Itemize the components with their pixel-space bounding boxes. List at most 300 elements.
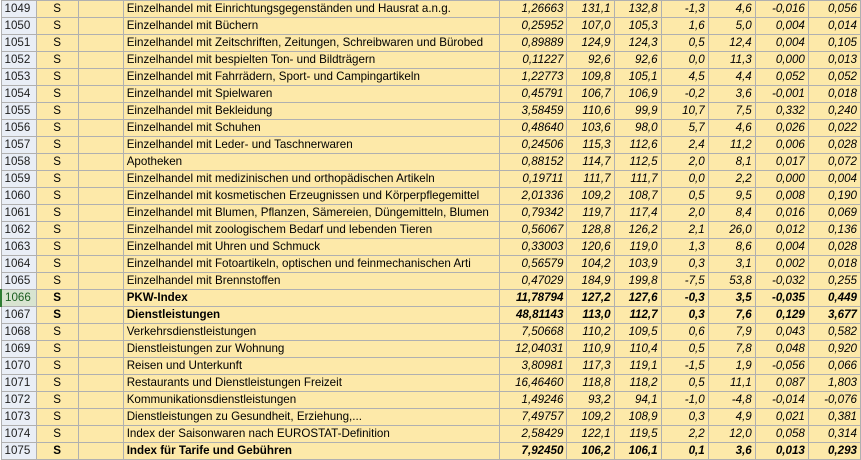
cell-value-v2[interactable]: 117,3 [567,358,614,375]
cell-value-v1[interactable]: 0,56067 [500,222,567,239]
cell-value-v3[interactable]: 126,2 [614,222,661,239]
cell-value-v3[interactable]: 105,3 [614,18,661,35]
cell-value-v3[interactable]: 108,7 [614,188,661,205]
cell-value-v4[interactable]: 0,5 [661,341,708,358]
cell-value-v2[interactable]: 107,0 [567,18,614,35]
cell-status[interactable]: S [36,341,78,358]
cell-label[interactable]: Dienstleistungen [123,307,500,324]
cell-empty[interactable] [78,375,123,392]
cell-value-v1[interactable]: 0,47029 [500,273,567,290]
cell-value-v3[interactable]: 94,1 [614,392,661,409]
cell-value-v7[interactable]: 0,052 [808,69,860,86]
cell-value-v5[interactable]: 2,2 [708,171,755,188]
cell-value-v6[interactable]: 0,332 [755,103,808,120]
row-header[interactable]: 1058 [1,154,36,171]
cell-value-v5[interactable]: 4,6 [708,1,755,18]
cell-value-v1[interactable]: 7,50668 [500,324,567,341]
cell-value-v3[interactable]: 199,8 [614,273,661,290]
cell-value-v4[interactable]: 0,5 [661,375,708,392]
cell-value-v5[interactable]: -4,8 [708,392,755,409]
cell-value-v1[interactable]: 1,26663 [500,1,567,18]
cell-value-v7[interactable]: 0,190 [808,188,860,205]
cell-value-v6[interactable]: 0,008 [755,188,808,205]
cell-value-v2[interactable]: 113,0 [567,307,614,324]
cell-value-v7[interactable]: 0,105 [808,35,860,52]
cell-value-v4[interactable]: 2,0 [661,154,708,171]
cell-value-v5[interactable]: 8,1 [708,154,755,171]
cell-value-v2[interactable]: 106,7 [567,86,614,103]
cell-status[interactable]: S [36,375,78,392]
cell-label[interactable]: Apotheken [123,154,500,171]
cell-value-v6[interactable]: 0,052 [755,69,808,86]
cell-value-v4[interactable]: -7,5 [661,273,708,290]
row-header[interactable]: 1060 [1,188,36,205]
cell-empty[interactable] [78,69,123,86]
cell-value-v3[interactable]: 127,6 [614,290,661,307]
cell-value-v5[interactable]: 3,6 [708,443,755,460]
cell-value-v5[interactable]: 4,6 [708,120,755,137]
cell-label[interactable]: Einzelhandel mit bespielten Ton- und Bildträgern [123,52,500,69]
cell-value-v3[interactable]: 117,4 [614,205,661,222]
cell-value-v5[interactable]: 11,2 [708,137,755,154]
cell-empty[interactable] [78,35,123,52]
cell-value-v4[interactable]: 0,0 [661,171,708,188]
cell-empty[interactable] [78,52,123,69]
cell-value-v2[interactable]: 114,7 [567,154,614,171]
row-header[interactable]: 1074 [1,426,36,443]
cell-status[interactable]: S [36,426,78,443]
cell-value-v3[interactable]: 112,6 [614,137,661,154]
cell-empty[interactable] [78,341,123,358]
cell-value-v2[interactable]: 106,2 [567,443,614,460]
cell-value-v4[interactable]: 0,1 [661,443,708,460]
cell-value-v3[interactable]: 119,1 [614,358,661,375]
cell-value-v5[interactable]: 26,0 [708,222,755,239]
cell-status[interactable]: S [36,52,78,69]
cell-value-v1[interactable]: 0,89889 [500,35,567,52]
row-header[interactable]: 1073 [1,409,36,426]
cell-value-v1[interactable]: 0,24506 [500,137,567,154]
cell-label[interactable]: Einzelhandel mit zoologischem Bedarf und lebenden Tieren [123,222,500,239]
cell-status[interactable]: S [36,18,78,35]
cell-value-v2[interactable]: 122,1 [567,426,614,443]
cell-value-v3[interactable]: 108,9 [614,409,661,426]
cell-value-v2[interactable]: 109,2 [567,188,614,205]
cell-empty[interactable] [78,103,123,120]
cell-status[interactable]: S [36,1,78,18]
row-header[interactable]: 1057 [1,137,36,154]
cell-value-v6[interactable]: 0,058 [755,426,808,443]
cell-label[interactable]: PKW-Index [123,290,500,307]
cell-value-v2[interactable]: 93,2 [567,392,614,409]
cell-empty[interactable] [78,137,123,154]
cell-label[interactable]: Index für Tarife und Gebühren [123,443,500,460]
cell-value-v4[interactable]: 2,4 [661,137,708,154]
cell-label[interactable]: Einzelhandel mit Zeitschriften, Zeitungen, Schreibwaren und Bürobed [123,35,500,52]
cell-value-v3[interactable]: 92,6 [614,52,661,69]
cell-status[interactable]: S [36,307,78,324]
cell-status[interactable]: S [36,239,78,256]
cell-value-v3[interactable]: 111,7 [614,171,661,188]
cell-value-v1[interactable]: 0,79342 [500,205,567,222]
cell-value-v4[interactable]: 4,5 [661,69,708,86]
cell-value-v2[interactable]: 109,8 [567,69,614,86]
row-header[interactable]: 1056 [1,120,36,137]
cell-empty[interactable] [78,273,123,290]
cell-value-v7[interactable]: 0,018 [808,86,860,103]
cell-value-v6[interactable]: 0,043 [755,324,808,341]
cell-label[interactable]: Einzelhandel mit Fotoartikeln, optischen und feinmechanischen Arti [123,256,500,273]
cell-value-v6[interactable]: 0,000 [755,52,808,69]
cell-label[interactable]: Einzelhandel mit Fahrrädern, Sport- und Campingartikeln [123,69,500,86]
cell-label[interactable]: Dienstleistungen zur Wohnung [123,341,500,358]
cell-value-v4[interactable]: -1,5 [661,358,708,375]
table-row [1,52,861,69]
cell-value-v6[interactable]: -0,056 [755,358,808,375]
cell-value-v1[interactable]: 7,92450 [500,443,567,460]
cell-value-v4[interactable]: -1,3 [661,1,708,18]
row-header[interactable]: 1067 [1,307,36,324]
row-header[interactable]: 1070 [1,358,36,375]
cell-value-v5[interactable]: 3,5 [708,290,755,307]
cell-label[interactable]: Index der Saisonwaren nach EUROSTAT-Definition [123,426,500,443]
cell-empty[interactable] [78,120,123,137]
cell-status[interactable]: S [36,256,78,273]
cell-value-v1[interactable]: 2,01336 [500,188,567,205]
cell-value-v1[interactable]: 11,78794 [500,290,567,307]
row-header[interactable]: 1055 [1,103,36,120]
table-row [1,290,861,307]
cell-value-v5[interactable]: 4,9 [708,409,755,426]
cell-empty[interactable] [78,443,123,460]
cell-value-v5[interactable]: 7,8 [708,341,755,358]
cell-value-v5[interactable]: 12,4 [708,35,755,52]
cell-empty[interactable] [78,1,123,18]
cell-value-v4[interactable]: 2,1 [661,222,708,239]
cell-value-v2[interactable]: 124,9 [567,35,614,52]
cell-value-v5[interactable]: 7,9 [708,324,755,341]
cell-value-v1[interactable]: 0,19711 [500,171,567,188]
cell-value-v3[interactable]: 98,0 [614,120,661,137]
cell-empty[interactable] [78,358,123,375]
cell-status[interactable]: S [36,103,78,120]
cell-label[interactable]: Einzelhandel mit Uhren und Schmuck [123,239,500,256]
cell-value-v4[interactable]: 0,6 [661,324,708,341]
cell-status[interactable]: S [36,273,78,290]
cell-value-v2[interactable]: 111,7 [567,171,614,188]
cell-value-v2[interactable]: 127,2 [567,290,614,307]
row-header[interactable]: 1053 [1,69,36,86]
cell-empty[interactable] [78,426,123,443]
cell-label[interactable]: Verkehrsdienstleistungen [123,324,500,341]
cell-value-v6[interactable]: 0,017 [755,154,808,171]
cell-value-v1[interactable]: 3,80981 [500,358,567,375]
cell-value-v7[interactable]: 0,293 [808,443,860,460]
row-header[interactable]: 1062 [1,222,36,239]
cell-value-v5[interactable]: 7,6 [708,307,755,324]
cell-empty[interactable] [78,18,123,35]
cell-value-v4[interactable]: 0,5 [661,35,708,52]
cell-empty[interactable] [78,307,123,324]
cell-value-v6[interactable]: 0,087 [755,375,808,392]
cell-value-v1[interactable]: 1,49246 [500,392,567,409]
cell-value-v2[interactable]: 115,3 [567,137,614,154]
cell-label[interactable]: Einzelhandel mit Einrichtungsgegenständen und Hausrat a.n.g. [123,1,500,18]
cell-status[interactable]: S [36,392,78,409]
cell-label[interactable]: Reisen und Unterkunft [123,358,500,375]
cell-value-v1[interactable]: 0,33003 [500,239,567,256]
cell-value-v7[interactable]: 0,022 [808,120,860,137]
cell-value-v6[interactable]: 0,016 [755,205,808,222]
cell-value-v5[interactable]: 8,6 [708,239,755,256]
cell-value-v5[interactable]: 1,9 [708,358,755,375]
cell-value-v1[interactable]: 0,88152 [500,154,567,171]
cell-value-v3[interactable]: 99,9 [614,103,661,120]
cell-value-v7[interactable]: 0,314 [808,426,860,443]
cell-value-v6[interactable]: 0,021 [755,409,808,426]
cell-value-v2[interactable]: 120,6 [567,239,614,256]
cell-empty[interactable] [78,205,123,222]
cell-label[interactable]: Einzelhandel mit Bekleidung [123,103,500,120]
cell-value-v6[interactable]: 0,004 [755,239,808,256]
cell-value-v2[interactable]: 128,8 [567,222,614,239]
cell-value-v5[interactable]: 3,1 [708,256,755,273]
cell-value-v7[interactable]: 0,056 [808,1,860,18]
cell-label[interactable]: Einzelhandel mit Büchern [123,18,500,35]
cell-empty[interactable] [78,171,123,188]
cell-value-v5[interactable]: 11,3 [708,52,755,69]
cell-value-v5[interactable]: 5,0 [708,18,755,35]
cell-value-v1[interactable]: 7,49757 [500,409,567,426]
cell-status[interactable]: S [36,222,78,239]
cell-value-v4[interactable]: 0,0 [661,52,708,69]
cell-value-v4[interactable]: 10,7 [661,103,708,120]
cell-empty[interactable] [78,86,123,103]
cell-value-v4[interactable]: 5,7 [661,120,708,137]
row-header[interactable]: 1064 [1,256,36,273]
cell-value-v3[interactable]: 119,0 [614,239,661,256]
cell-value-v7[interactable]: 1,803 [808,375,860,392]
cell-value-v7[interactable]: 0,240 [808,103,860,120]
cell-value-v1[interactable]: 3,58459 [500,103,567,120]
cell-value-v4[interactable]: 0,3 [661,256,708,273]
cell-empty[interactable] [78,290,123,307]
cell-value-v6[interactable]: 0,004 [755,18,808,35]
cell-value-v3[interactable]: 118,2 [614,375,661,392]
cell-status[interactable]: S [36,358,78,375]
cell-value-v2[interactable]: 118,8 [567,375,614,392]
cell-value-v2[interactable]: 184,9 [567,273,614,290]
cell-value-v3[interactable]: 110,4 [614,341,661,358]
cell-value-v6[interactable]: 0,004 [755,35,808,52]
cell-empty[interactable] [78,188,123,205]
row-header[interactable]: 1065 [1,273,36,290]
cell-empty[interactable] [78,222,123,239]
cell-value-v7[interactable]: 0,028 [808,137,860,154]
cell-value-v2[interactable]: 109,2 [567,409,614,426]
cell-value-v1[interactable]: 48,81143 [500,307,567,324]
cell-status[interactable]: S [36,120,78,137]
cell-value-v4[interactable]: -0,3 [661,290,708,307]
cell-value-v2[interactable]: 131,1 [567,1,614,18]
cell-value-v1[interactable]: 16,46460 [500,375,567,392]
table-row [1,375,861,392]
cell-value-v2[interactable]: 103,6 [567,120,614,137]
cell-status[interactable]: S [36,188,78,205]
cell-status[interactable]: S [36,171,78,188]
cell-empty[interactable] [78,256,123,273]
cell-label[interactable]: Einzelhandel mit kosmetischen Erzeugnissen und Körperpflegemittel [123,188,500,205]
cell-value-v7[interactable]: 0,014 [808,18,860,35]
cell-status[interactable]: S [36,69,78,86]
cell-value-v1[interactable]: 12,04031 [500,341,567,358]
cell-status[interactable]: S [36,154,78,171]
row-header[interactable]: 1054 [1,86,36,103]
cell-value-v6[interactable]: -0,035 [755,290,808,307]
cell-value-v7[interactable]: 0,072 [808,154,860,171]
cell-value-v6[interactable]: 0,026 [755,120,808,137]
cell-value-v7[interactable]: 0,381 [808,409,860,426]
cell-empty[interactable] [78,409,123,426]
cell-value-v6[interactable]: 0,048 [755,341,808,358]
cell-value-v7[interactable]: -0,076 [808,392,860,409]
cell-value-v3[interactable]: 119,5 [614,426,661,443]
cell-value-v6[interactable]: -0,001 [755,86,808,103]
cell-value-v1[interactable]: 0,45791 [500,86,567,103]
cell-value-v3[interactable]: 124,3 [614,35,661,52]
row-header[interactable]: 1052 [1,52,36,69]
row-header[interactable]: 1071 [1,375,36,392]
cell-value-v6[interactable]: 0,012 [755,222,808,239]
cell-empty[interactable] [78,324,123,341]
cell-empty[interactable] [78,392,123,409]
cell-value-v7[interactable]: 0,018 [808,256,860,273]
row-header[interactable]: 1063 [1,239,36,256]
cell-label[interactable]: Einzelhandel mit Spielwaren [123,86,500,103]
cell-value-v4[interactable]: -1,0 [661,392,708,409]
cell-empty[interactable] [78,239,123,256]
cell-value-v4[interactable]: 0,3 [661,307,708,324]
cell-label[interactable]: Restaurants und Dienstleistungen Freizeit [123,375,500,392]
cell-value-v3[interactable]: 106,9 [614,86,661,103]
cell-value-v4[interactable]: -0,2 [661,86,708,103]
row-header[interactable]: 1050 [1,18,36,35]
cell-status[interactable]: S [36,290,78,307]
cell-value-v7[interactable]: 0,066 [808,358,860,375]
cell-value-v7[interactable]: 3,677 [808,307,860,324]
cell-value-v7[interactable]: 0,255 [808,273,860,290]
cell-value-v4[interactable]: 2,0 [661,205,708,222]
cell-status[interactable]: S [36,86,78,103]
cell-value-v1[interactable]: 0,25952 [500,18,567,35]
cell-value-v2[interactable]: 119,7 [567,205,614,222]
cell-label[interactable]: Einzelhandel mit Schuhen [123,120,500,137]
cell-label[interactable]: Einzelhandel mit Blumen, Pflanzen, Sämereien, Düngemitteln, Blumen [123,205,500,222]
cell-value-v4[interactable]: 0,5 [661,188,708,205]
cell-label[interactable]: Einzelhandel mit medizinischen und orthopädischen Artikeln [123,171,500,188]
cell-status[interactable]: S [36,324,78,341]
cell-value-v2[interactable]: 110,2 [567,324,614,341]
cell-value-v3[interactable]: 132,8 [614,1,661,18]
cell-value-v2[interactable]: 104,2 [567,256,614,273]
cell-value-v4[interactable]: 0,3 [661,409,708,426]
cell-status[interactable]: S [36,137,78,154]
cell-label[interactable]: Einzelhandel mit Leder- und Taschnerwaren [123,137,500,154]
cell-value-v7[interactable]: 0,449 [808,290,860,307]
cell-label[interactable]: Einzelhandel mit Brennstoffen [123,273,500,290]
cell-value-v6[interactable]: 0,013 [755,443,808,460]
row-header[interactable]: 1075 [1,443,36,460]
cell-value-v7[interactable]: 0,013 [808,52,860,69]
row-header[interactable]: 1049 [1,1,36,18]
cell-value-v1[interactable]: 0,11227 [500,52,567,69]
cell-empty[interactable] [78,154,123,171]
cell-value-v4[interactable]: 1,6 [661,18,708,35]
cell-status[interactable]: S [36,35,78,52]
cell-value-v4[interactable]: 2,2 [661,426,708,443]
cell-value-v7[interactable]: 0,028 [808,239,860,256]
cell-value-v1[interactable]: 0,48640 [500,120,567,137]
cell-value-v3[interactable]: 109,5 [614,324,661,341]
cell-status[interactable]: S [36,205,78,222]
cell-value-v7[interactable]: 0,920 [808,341,860,358]
cell-status[interactable]: S [36,409,78,426]
cell-value-v1[interactable]: 1,22773 [500,69,567,86]
cell-label[interactable]: Dienstleistungen zu Gesundheit, Erziehung,... [123,409,500,426]
cell-value-v6[interactable]: 0,006 [755,137,808,154]
cell-value-v6[interactable]: -0,032 [755,273,808,290]
cell-value-v3[interactable]: 103,9 [614,256,661,273]
cell-status[interactable]: S [36,443,78,460]
cell-value-v2[interactable]: 110,9 [567,341,614,358]
cell-value-v6[interactable]: 0,129 [755,307,808,324]
cell-value-v6[interactable]: 0,002 [755,256,808,273]
cell-value-v2[interactable]: 92,6 [567,52,614,69]
cell-value-v6[interactable]: -0,016 [755,1,808,18]
cell-value-v5[interactable]: 11,1 [708,375,755,392]
cell-label[interactable]: Kommunikationsdienstleistungen [123,392,500,409]
cell-value-v5[interactable]: 4,4 [708,69,755,86]
cell-value-v5[interactable]: 7,5 [708,103,755,120]
row-header[interactable]: 1072 [1,392,36,409]
cell-value-v7[interactable]: 0,582 [808,324,860,341]
cell-value-v4[interactable]: 1,3 [661,239,708,256]
row-header[interactable]: 1069 [1,341,36,358]
cell-value-v5[interactable]: 3,6 [708,86,755,103]
cell-value-v5[interactable]: 9,5 [708,188,755,205]
cell-value-v6[interactable]: 0,000 [755,171,808,188]
cell-value-v3[interactable]: 112,7 [614,307,661,324]
cell-value-v5[interactable]: 8,4 [708,205,755,222]
cell-value-v3[interactable]: 105,1 [614,69,661,86]
cell-value-v2[interactable]: 110,6 [567,103,614,120]
cell-value-v6[interactable]: -0,014 [755,392,808,409]
cell-value-v5[interactable]: 53,8 [708,273,755,290]
cell-value-v7[interactable]: 0,136 [808,222,860,239]
row-header[interactable]: 1068 [1,324,36,341]
cell-value-v3[interactable]: 112,5 [614,154,661,171]
cell-value-v5[interactable]: 12,0 [708,426,755,443]
cell-value-v3[interactable]: 106,1 [614,443,661,460]
row-header[interactable]: 1066 [1,290,36,307]
row-header[interactable]: 1051 [1,35,36,52]
row-header[interactable]: 1061 [1,205,36,222]
cell-value-v7[interactable]: 0,069 [808,205,860,222]
cell-value-v1[interactable]: 0,56579 [500,256,567,273]
row-header[interactable]: 1059 [1,171,36,188]
cell-value-v1[interactable]: 2,58429 [500,426,567,443]
cell-value-v7[interactable]: 0,004 [808,171,860,188]
